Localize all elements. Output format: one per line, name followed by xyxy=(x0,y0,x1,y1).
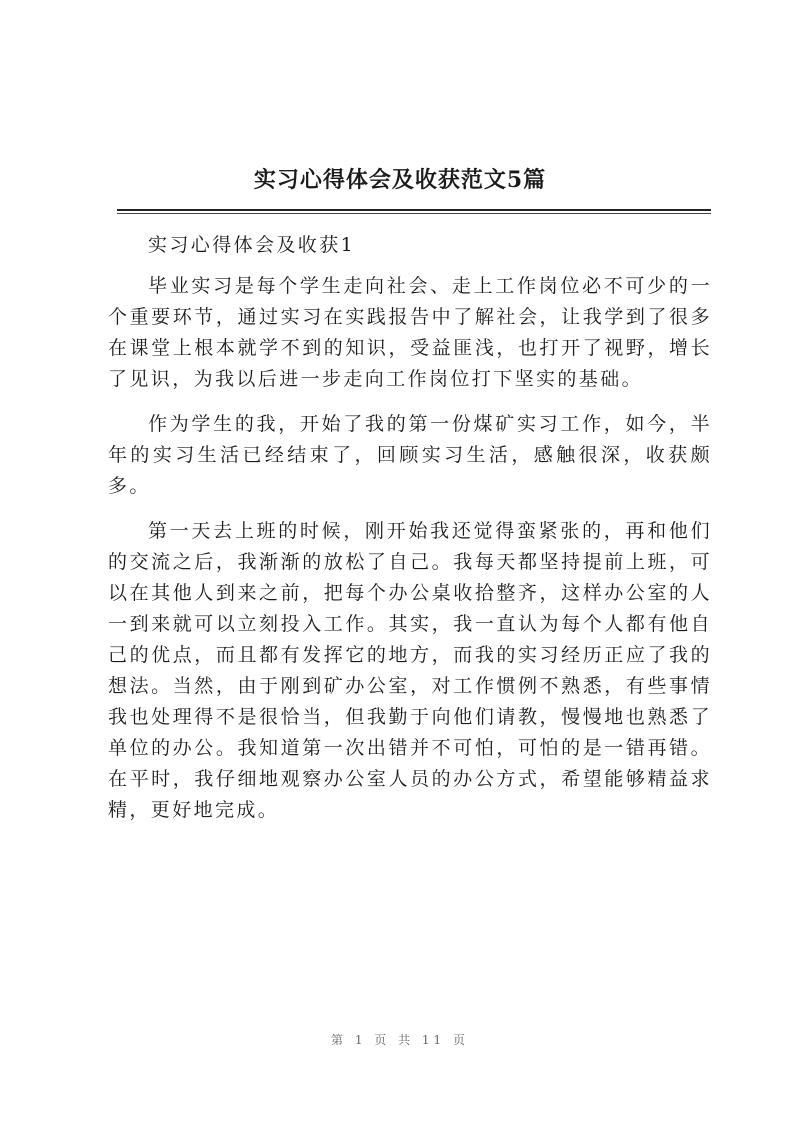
page-footer: 第 1 页 共 11 页 xyxy=(331,1033,469,1047)
paragraph-1: 毕业实习是每个学生走向社会、走上工作岗位必不可少的一个重要环节，通过实习在实践报告中了解社会，让我学到了很多在课堂上根本就学不到的知识，受益匪浅，也打开了视野，增长了见识，为我以后进一步走向工作岗位打下坚实的基础。 xyxy=(108,275,712,390)
title-divider-thin xyxy=(117,213,711,214)
page-title: 实习心得体会及收获范文5篇 xyxy=(253,167,547,193)
paragraph-3: 第一天去上班的时候，刚开始我还觉得蛮紧张的，再和他们的交流之后，我渐渐的放松了自己。我每天都坚持提前上班，可以在其他人到来之前，把每个办公桌收拾整齐，这样办公室的人一到来就可以立刻投入工作。其实，我一直认为每个人都有他自己的优点，而且都有发挥它的地方，而我的实习经历正应了我的想法。当然，由于刚到矿办公室，对工作惯例不熟悉，有些事情我也处理得不是很恰当，但我勤于向他们请教，慢慢地也熟悉了单位的办公。我知道第一次出错并不可怕，可怕的是一错再错。在平时，我仔细地观察办公室人员的办公方式，希望能够精益求精，更好地完成。 xyxy=(108,520,712,821)
title-divider xyxy=(117,209,711,211)
document-body xyxy=(108,230,712,840)
paragraph-2: 作为学生的我，开始了我的第一份煤矿实习工作，如今，半年的实习生活已经结束了，回顾实习生活，感触很深，收获颇多。 xyxy=(108,413,712,497)
section-heading: 实习心得体会及收获1 xyxy=(148,234,356,256)
